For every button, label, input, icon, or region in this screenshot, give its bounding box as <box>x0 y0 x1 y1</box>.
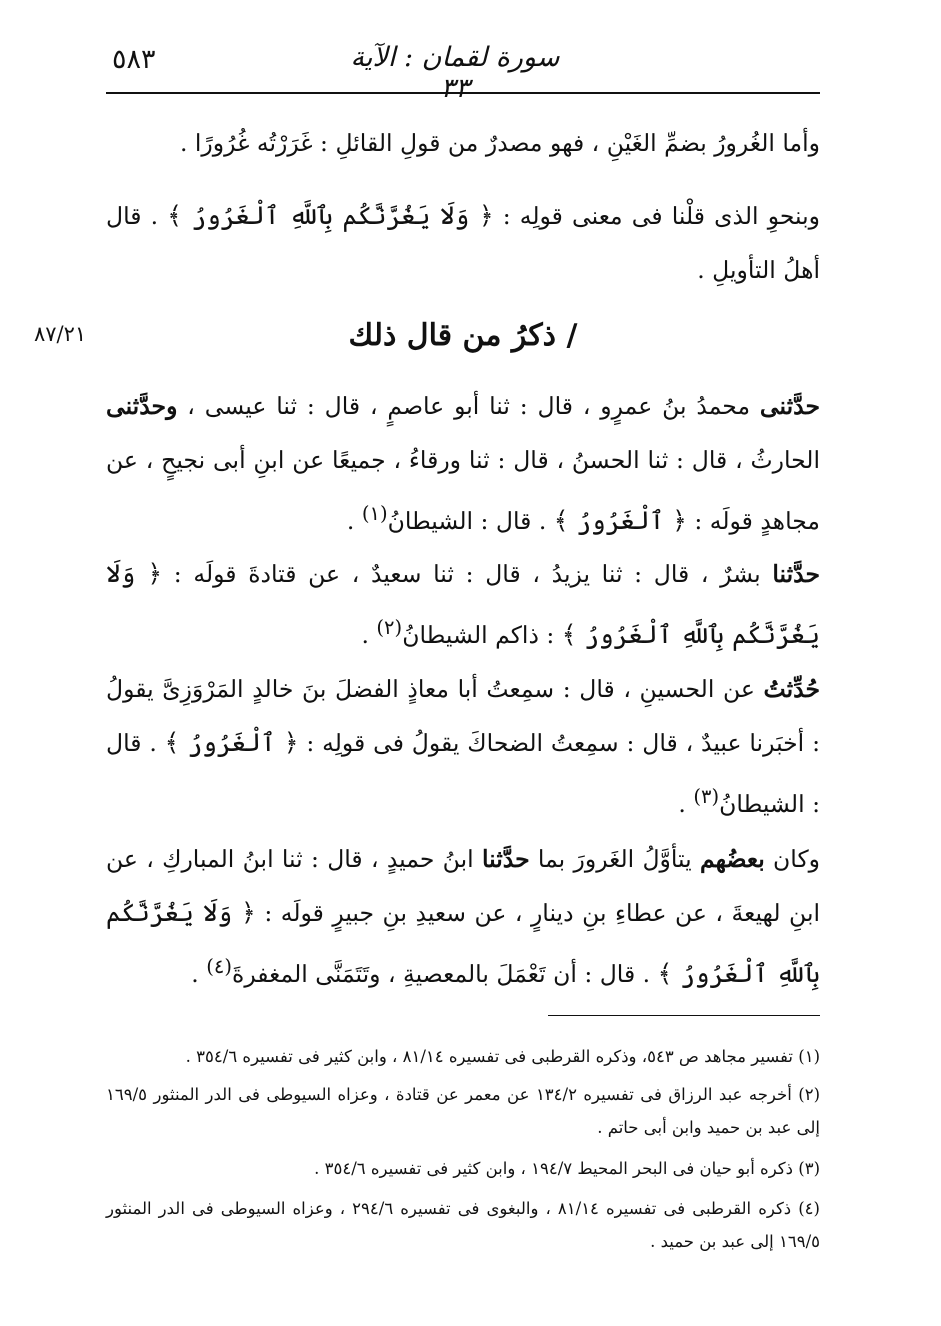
section-heading: / ذكرُ من قال ذلك <box>348 318 578 353</box>
narration-lead: حدَّثنا <box>481 845 530 873</box>
footnote-marker[interactable]: (٢) <box>376 616 403 639</box>
narration-said-bin-jubair <box>106 832 820 1001</box>
quran-verse: ﴿ وَلَا يَغُرَّنَّكُم بِٱللَّهِ ٱلْغَرُورُ ﴾ <box>106 559 820 649</box>
narration-text: . <box>191 959 207 988</box>
narration-text: الحارثُ ، قال : ثنا الحسنُ ، قال : ثنا ورقاءُ ، جميعًا عن ابنِ أبى نجيحٍ ، عن مجاهدٍ قولَه : <box>106 446 820 535</box>
footnote-marker[interactable]: (٣) <box>693 785 720 808</box>
quran-verse: ﴿ وَلَا يَغُرَّنَّكُم بِٱللَّهِ ٱلْغَرُورُ ﴾ <box>106 898 820 988</box>
narration-text: . قال : أن تَعْمَلَ بالمعصيةِ ، وتَتَمَنَّى المغفرةَ <box>232 959 658 988</box>
footnote-2: (٢) أخرجه عبد الرزاق فى تفسيره ١٣٤/٢ عن معمر عن قتادة ، وعزاه السيوطى فى الدر المنثور ١٦٩/٥ إلى عبد بن حميد وابن أبى حاتم . <box>106 1085 820 1137</box>
paragraph-ghurur-definition: وأما الغُرورُ بضمِّ الغَيْنِ ، فهو مصدرٌ من قولِ القائلِ : غَرَرْتُه غُرُورًا . <box>179 129 820 157</box>
margin-volume-reference: ٨٧/٢١ <box>34 322 87 346</box>
quran-verse: ﴿ وَلَا يَغُرَّنَّكُم بِٱللَّهِ ٱلْغَرُورُ ﴾ <box>167 201 494 230</box>
narration-text: يتأوَّلُ الغَرورَ بما <box>529 845 700 873</box>
footnote-marker[interactable]: (١) <box>361 502 388 525</box>
narration-text: : ذاكم الشيطانُ <box>402 620 562 649</box>
header-divider <box>106 92 820 94</box>
narration-text: بشرٌ ، قال : ثنا يزيدُ ، قال : ثنا سعيدٌ ، عن قتادةَ قولَه : <box>162 560 773 588</box>
footnote-3: (٣) ذكره أبو حيان فى البحر المحيط ١٩٤/٧ ، وابن كثير فى تفسيره ٣٥٤/٦ . <box>314 1159 820 1178</box>
narration-text: . <box>678 789 694 818</box>
quran-verse: ﴿ ٱلْغَرُورُ ﴾ <box>164 728 299 757</box>
page-number: ٥٨٣ <box>112 44 156 75</box>
narration-lead: حُدِّثتُ <box>763 675 820 703</box>
narration-qatada <box>106 547 820 662</box>
narration-text: عن الحسينِ ، قال : سمِعتُ أبا معاذٍ الفضلَ بنَ خالدٍ المَرْوَزِىَّ يقولُ : أخبَرنا عبيدٌ ، قال : سمِعتُ الضحاكَ يقولُ فى قولِه : <box>106 675 820 757</box>
narration-lead: حدَّثنى <box>759 392 820 420</box>
narration-text: . <box>346 506 362 535</box>
footnote-divider <box>548 1015 820 1016</box>
paragraph-tawil-intro <box>106 189 820 297</box>
narration-text: ابنُ حميدٍ ، قال : ثنا ابنُ المباركِ ، عن ابنِ لهيعةَ ، عن عطاءِ بنِ دينارٍ ، عن سعيدِ بنِ جبيرٍ قولَه : <box>106 845 821 927</box>
quran-verse: ﴿ ٱلْغَرُورُ ﴾ <box>553 505 687 535</box>
footnote-4: (٤) ذكره القرطبى فى تفسيره ٨١/١٤ ، والبغوى فى تفسيره ٢٩٤/٦ ، وعزاه السيوطى فى الدر المنثور ١٦٩/٥ إلى عبد بن حميد . <box>106 1199 820 1251</box>
footnote-marker[interactable]: (٤) <box>206 955 233 978</box>
narration-text: محمدُ بنُ عمرٍو ، قال : ثنا أبو عاصمٍ ، قال : ثنا عيسى ، <box>177 392 760 420</box>
narration-text: . قال : الشيطانُ <box>106 729 820 818</box>
running-title: سورة لقمان : الآية ٣٣ <box>350 42 560 104</box>
narration-text: وكان <box>764 845 820 873</box>
narration-dahhak <box>106 662 820 831</box>
narration-text: . <box>361 620 377 649</box>
narration-lead: حدَّثنا <box>772 560 820 588</box>
paragraph-text: . قال أهلُ التأويلِ . <box>106 202 820 284</box>
narration-lead: وحدَّثنى <box>106 392 178 420</box>
footnote-1: (١) تفسير مجاهد ص ٥٤٣، وذكره القرطبى فى تفسيره ٨١/١٤ ، وابن كثير فى تفسيره ٣٥٤/٦ . <box>185 1047 820 1066</box>
paragraph-text: وبنحوِ الذى قلْنا فى معنى قولِه : <box>493 202 820 230</box>
narration-mujahid <box>106 379 820 548</box>
narration-text: . قال : الشيطانُ <box>387 506 554 535</box>
narration-lead: بعضُهم <box>700 845 765 873</box>
